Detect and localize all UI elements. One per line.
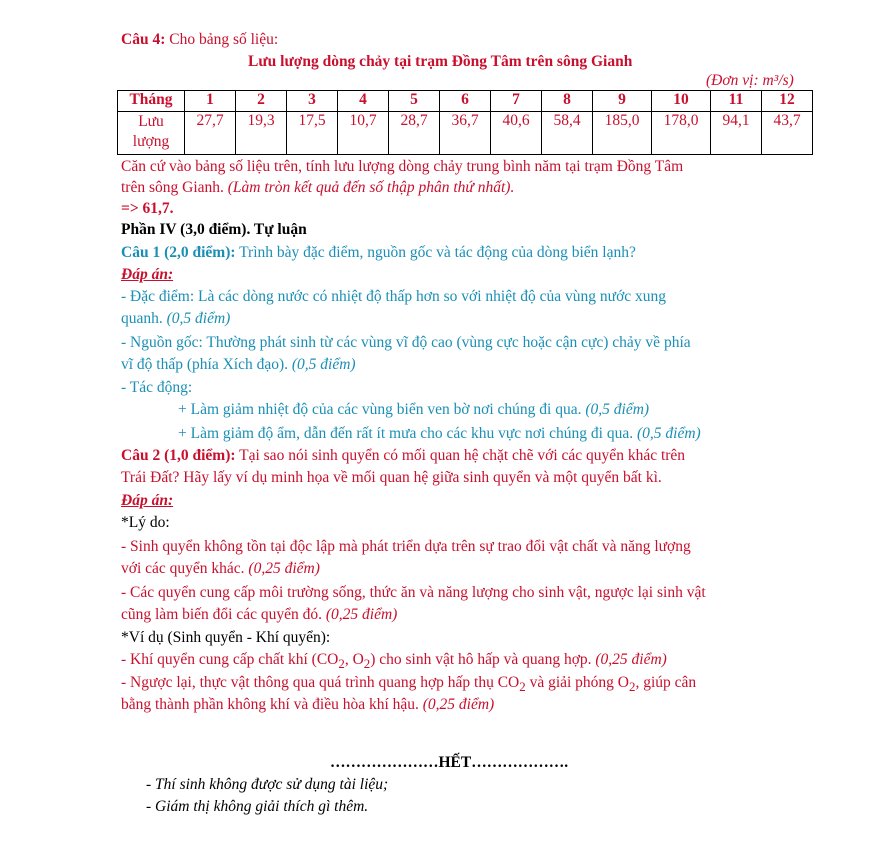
q1-heading <box>121 243 636 263</box>
flow-table <box>117 90 813 155</box>
subscript: 2 <box>363 656 371 672</box>
question4-answer: => 61,7. <box>121 200 174 217</box>
footer-note1: - Thí sinh không được sử dụng tài liệu; <box>146 776 389 793</box>
q2-reason-line2 <box>121 559 320 579</box>
header-month-label: Tháng <box>118 91 185 112</box>
month-cell: 9 <box>593 91 652 112</box>
value-cell: 94,1 <box>711 112 762 155</box>
value-cell: 40,6 <box>491 112 542 155</box>
q1-line7-text: + Làm giảm độ ẩm, dẫn đến rất ít mưa cho các khu vực nơi chúng đi qua. <box>178 425 637 442</box>
q1-line2-points: (0,5 điểm) <box>166 310 231 327</box>
q2-heading <box>121 446 685 466</box>
subscript: 2 <box>519 679 526 695</box>
q1-line7-points: (0,5 điểm) <box>637 425 701 442</box>
q1-line3: - Nguồn gốc: Thường phát sinh từ các vùng vĩ độ cao (vùng cực hoặc cận cực) chảy về phía <box>121 334 691 351</box>
value-cell: 43,7 <box>762 112 813 155</box>
part4-title: Phần IV (3,0 điểm). Tự luận <box>121 221 307 238</box>
table-title: Lưu lượng dòng chảy tại trạm Đồng Tâm trên sông Gianh <box>248 53 633 70</box>
value-cell: 178,0 <box>652 112 711 155</box>
question4-label: Câu 4: <box>121 31 166 48</box>
q2-reason-line2-text: với các quyển khác. <box>121 560 249 577</box>
month-cell: 3 <box>287 91 338 112</box>
q2-example-line3 <box>121 695 494 715</box>
month-cell: 8 <box>542 91 593 112</box>
value-cell: 185,0 <box>593 112 652 155</box>
q2-text2: Trái Đất? Hãy lấy ví dụ minh họa về mối quan hệ giữa sinh quyển và một quyển bất kì. <box>121 469 662 486</box>
example1-points: (0,25 điểm) <box>595 651 667 668</box>
end-marker: …………………HẾT………………. <box>330 754 569 771</box>
example2-part-b: và giải phóng O <box>525 674 630 691</box>
value-cell: 19,3 <box>236 112 287 155</box>
q1-line7 <box>178 424 701 444</box>
month-cell: 12 <box>762 91 813 112</box>
value-cell: 36,7 <box>440 112 491 155</box>
month-cell: 2 <box>236 91 287 112</box>
q1-line5: - Tác động: <box>121 379 193 396</box>
value-cell: 17,5 <box>287 112 338 155</box>
q1-line4 <box>121 355 356 375</box>
subscript: 2 <box>338 656 345 672</box>
q2-example-line1 <box>121 650 667 674</box>
q1-text: Trình bày đặc điểm, nguồn gốc và tác động của dòng biển lạnh? <box>235 244 636 261</box>
example3-text: bằng thành phần không khí và điều hòa khí hậu. <box>121 696 423 713</box>
q2-reason-line4-text: cũng làm biến đổi các quyển đó. <box>121 606 326 623</box>
q2-reason-line2-points: (0,25 điểm) <box>248 560 320 577</box>
prompt-note: (Làm tròn kết quả đến số thập phân thứ nhất). <box>227 179 515 196</box>
row-label-line2: lượng <box>132 133 170 150</box>
q2-reason-line4-points: (0,25 điểm) <box>325 606 398 623</box>
q1-line2 <box>121 309 230 329</box>
question4-prompt-line2 <box>121 178 514 198</box>
value-cell: 28,7 <box>389 112 440 155</box>
q1-answer-label: Đáp án: <box>121 266 174 283</box>
q1-line6-text: + Làm giảm nhiệt độ của các vùng biển ven bờ nơi chúng đi qua. <box>178 401 586 418</box>
example1-part-b: , O <box>344 651 364 668</box>
q2-answer-label: Đáp án: <box>121 492 174 509</box>
q1-line1: - Đặc điểm: Là các dòng nước có nhiệt độ thấp hơn so với nhiệt độ của vùng nước xung <box>121 288 667 305</box>
month-cell: 6 <box>440 91 491 112</box>
q1-line6 <box>178 400 649 420</box>
subscript: 2 <box>629 679 636 695</box>
value-cell: 27,7 <box>185 112 236 155</box>
example3-points: (0,25 điểm) <box>422 696 495 713</box>
table-value-row <box>118 112 813 155</box>
question4-intro: Cho bảng số liệu: <box>165 31 279 48</box>
table-unit: (Đơn vị: m³/s) <box>706 72 794 89</box>
q1-line2-text: quanh. <box>121 310 167 327</box>
example2-part-c: , giúp cân <box>635 674 697 691</box>
q2-text1: Tại sao nói sinh quyển có mối quan hệ chặt chẽ với các quyển khác trên <box>235 447 686 464</box>
value-cell: 10,7 <box>338 112 389 155</box>
q2-reason-label: *Lý do: <box>121 514 170 531</box>
month-cell: 5 <box>389 91 440 112</box>
prompt-text: trên sông Gianh. <box>121 179 228 196</box>
q2-label: Câu 2 (1,0 điểm): <box>121 447 236 464</box>
question4-prompt-line1: Căn cứ vào bảng số liệu trên, tính lưu lượng dòng chảy trung bình năm tại trạm Đồng Tâm <box>121 158 684 175</box>
example1-part-a: - Khí quyển cung cấp chất khí (CO <box>121 651 339 668</box>
q1-line6-points: (0,5 điểm) <box>585 401 650 418</box>
month-cell: 1 <box>185 91 236 112</box>
q2-reason-line3: - Các quyển cung cấp môi trường sống, thức ăn và năng lượng cho sinh vật, ngược lại sinh vật <box>121 584 706 601</box>
month-cell: 10 <box>652 91 711 112</box>
row-label <box>118 112 185 155</box>
q2-example-line2 <box>121 673 696 697</box>
q2-example-label: *Ví dụ (Sinh quyển - Khí quyển): <box>121 629 331 646</box>
example2-part-a: - Ngược lại, thực vật thông qua quá trình quang hợp hấp thụ CO <box>121 674 520 691</box>
table-header-row <box>118 91 813 112</box>
example1-part-c: ) cho sinh vật hô hấp và quang hợp. <box>370 651 596 668</box>
month-cell: 7 <box>491 91 542 112</box>
q2-reason-line4 <box>121 605 397 625</box>
q1-line4-text: vĩ độ thấp (phía Xích đạo). <box>121 356 292 373</box>
month-cell: 11 <box>711 91 762 112</box>
footer-note2: - Giám thị không giải thích gì thêm. <box>146 798 369 815</box>
q1-line4-points: (0,5 điểm) <box>291 356 356 373</box>
month-cell: 4 <box>338 91 389 112</box>
q1-label: Câu 1 (2,0 điểm): <box>121 244 236 261</box>
row-label-line1: Lưu <box>138 113 164 130</box>
question4-heading <box>121 30 278 50</box>
q2-reason-line1: - Sinh quyển không tồn tại độc lập mà phát triển dựa trên sự trao đổi vật chất và năng lượng <box>121 538 691 555</box>
value-cell: 58,4 <box>542 112 593 155</box>
